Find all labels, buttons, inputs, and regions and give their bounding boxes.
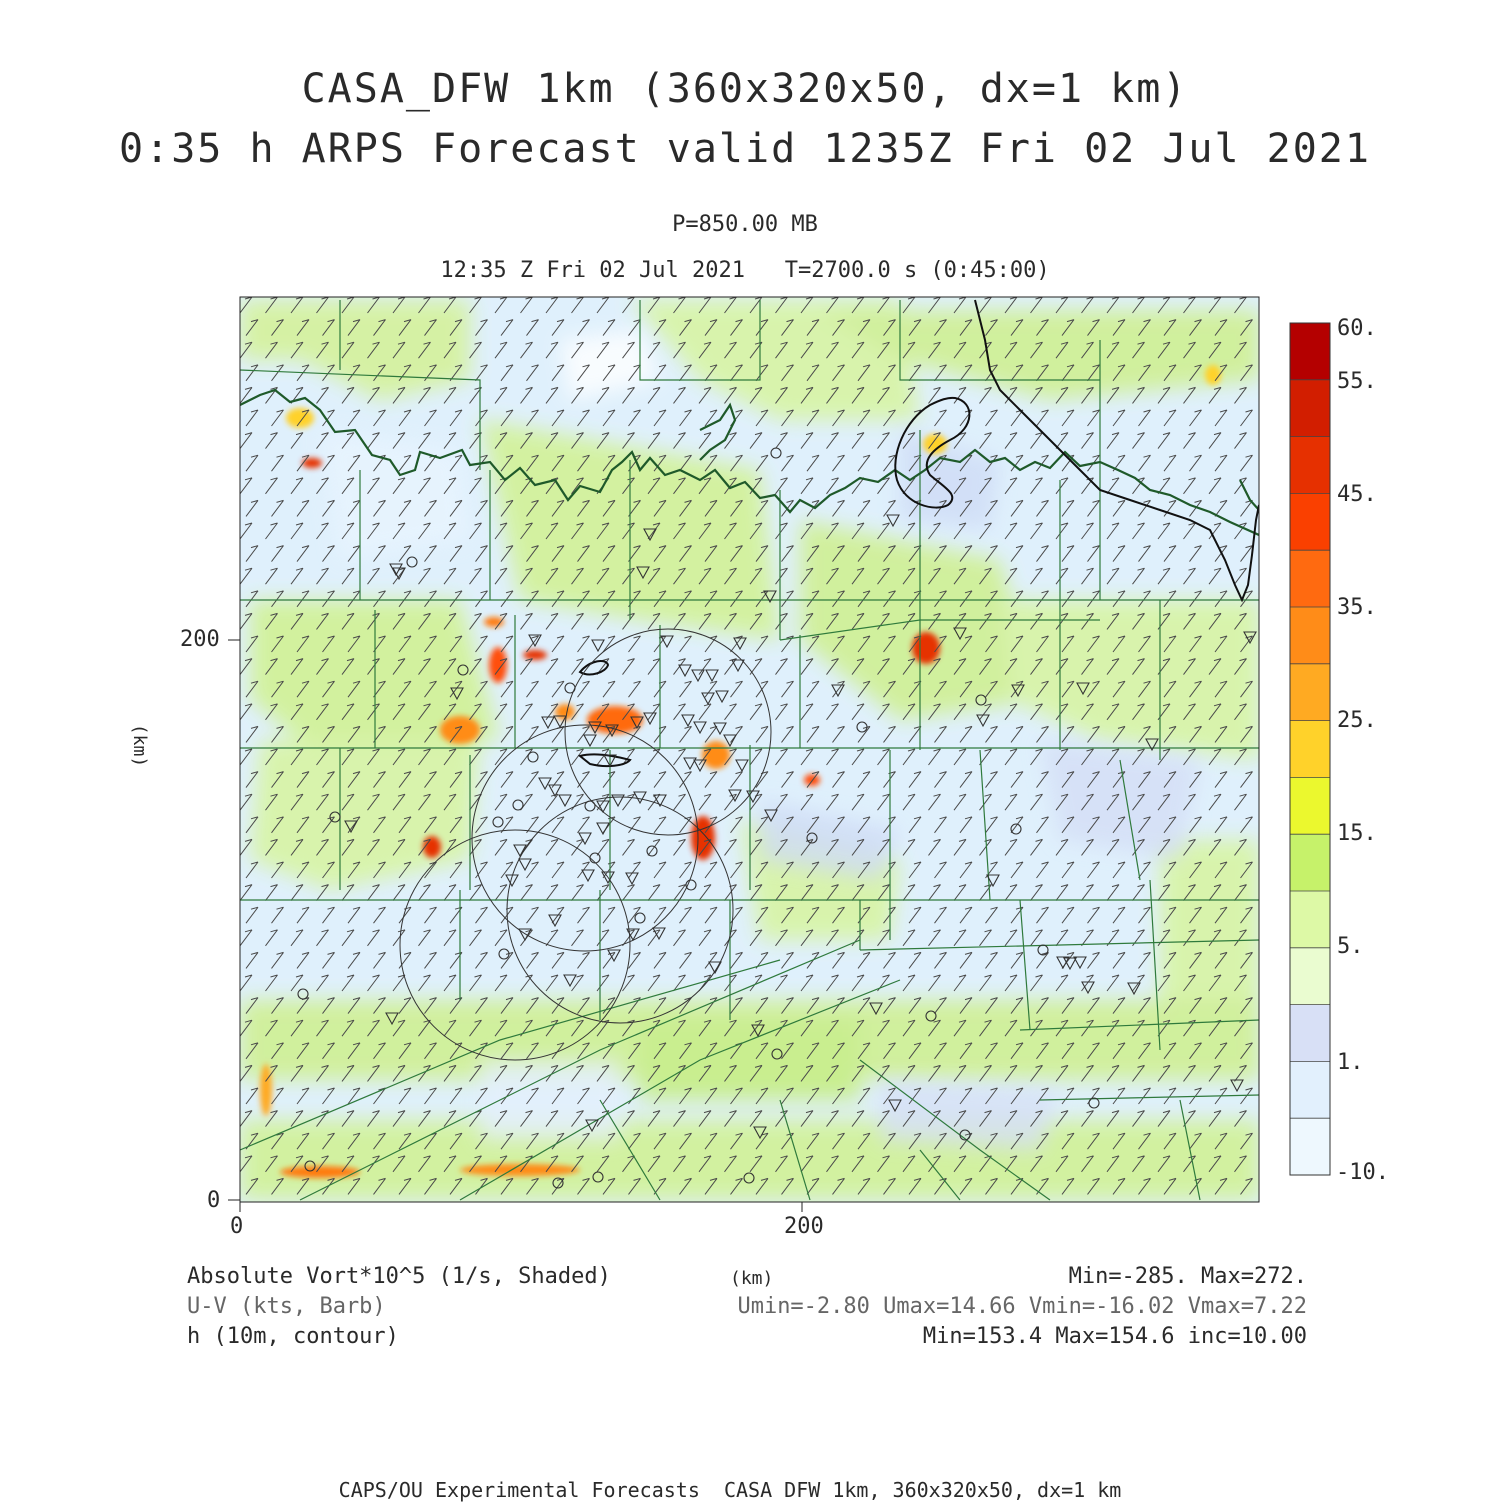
colorbar-swatch bbox=[1290, 664, 1330, 721]
colorbar-label: 5. bbox=[1337, 934, 1364, 959]
y-tick-0: 0 bbox=[207, 1188, 221, 1213]
colorbar-label: -10. bbox=[1336, 1160, 1389, 1185]
plot-title-line2: 0:35 h ARPS Forecast valid 1235Z Fri 02 Jul 2021 bbox=[119, 126, 1371, 172]
vorticity-min-max: Min=-285. Max=272. bbox=[1068, 1264, 1307, 1289]
plot-title-line1: CASA_DFW 1km (360x320x50, dx=1 km) bbox=[301, 66, 1189, 112]
colorbar-swatch bbox=[1290, 891, 1330, 948]
x-tick-200: 200 bbox=[784, 1214, 824, 1239]
colorbar-swatch bbox=[1290, 1061, 1330, 1118]
footer-credit: CAPS/OU Experimental Forecasts CASA DFW 1km, 360x320x50, dx=1 km bbox=[338, 1478, 1122, 1502]
colorbar-swatch bbox=[1290, 834, 1330, 891]
height-min-max: Min=153.4 Max=154.6 inc=10.00 bbox=[922, 1324, 1307, 1349]
y-tick-200: 200 bbox=[180, 627, 220, 652]
colorbar-label: 15. bbox=[1337, 821, 1377, 846]
colorbar-label: 1. bbox=[1337, 1050, 1364, 1075]
colorbar-swatch bbox=[1290, 380, 1330, 437]
legend-height-contour: h (10m, contour) bbox=[187, 1324, 399, 1349]
x-axis-label: (km) bbox=[730, 1268, 774, 1289]
valid-time-line: 12:35 Z Fri 02 Jul 2021 T=2700.0 s (0:45:00) bbox=[440, 258, 1050, 283]
colorbar-swatch bbox=[1290, 323, 1330, 380]
colorbar bbox=[1290, 323, 1330, 1176]
colorbar-swatch bbox=[1290, 1005, 1330, 1062]
x-tick-0: 0 bbox=[230, 1214, 244, 1239]
colorbar-swatch bbox=[1290, 777, 1330, 834]
colorbar-label: 25. bbox=[1337, 708, 1377, 733]
colorbar-swatch bbox=[1290, 437, 1330, 494]
colorbar-label: 35. bbox=[1337, 595, 1377, 620]
legend-vorticity: Absolute Vort*10^5 (1/s, Shaded) bbox=[187, 1264, 611, 1289]
colorbar-label: 55. bbox=[1337, 369, 1377, 394]
colorbar-swatch bbox=[1290, 550, 1330, 607]
wind-min-max: Umin=-2.80 Umax=14.66 Vmin=-16.02 Vmax=7.22 bbox=[737, 1294, 1307, 1319]
colorbar-swatch bbox=[1290, 607, 1330, 664]
legend-wind-barb: U-V (kts, Barb) bbox=[187, 1294, 386, 1319]
colorbar-swatch bbox=[1290, 948, 1330, 1005]
colorbar-swatch bbox=[1290, 1118, 1330, 1175]
colorbar-label: 60. bbox=[1337, 316, 1377, 341]
pressure-level: P=850.00 MB bbox=[672, 212, 818, 237]
colorbar-swatch bbox=[1290, 721, 1330, 778]
y-axis-label: (km) bbox=[129, 723, 151, 768]
colorbar-label: 45. bbox=[1337, 482, 1377, 507]
colorbar-swatch bbox=[1290, 493, 1330, 550]
